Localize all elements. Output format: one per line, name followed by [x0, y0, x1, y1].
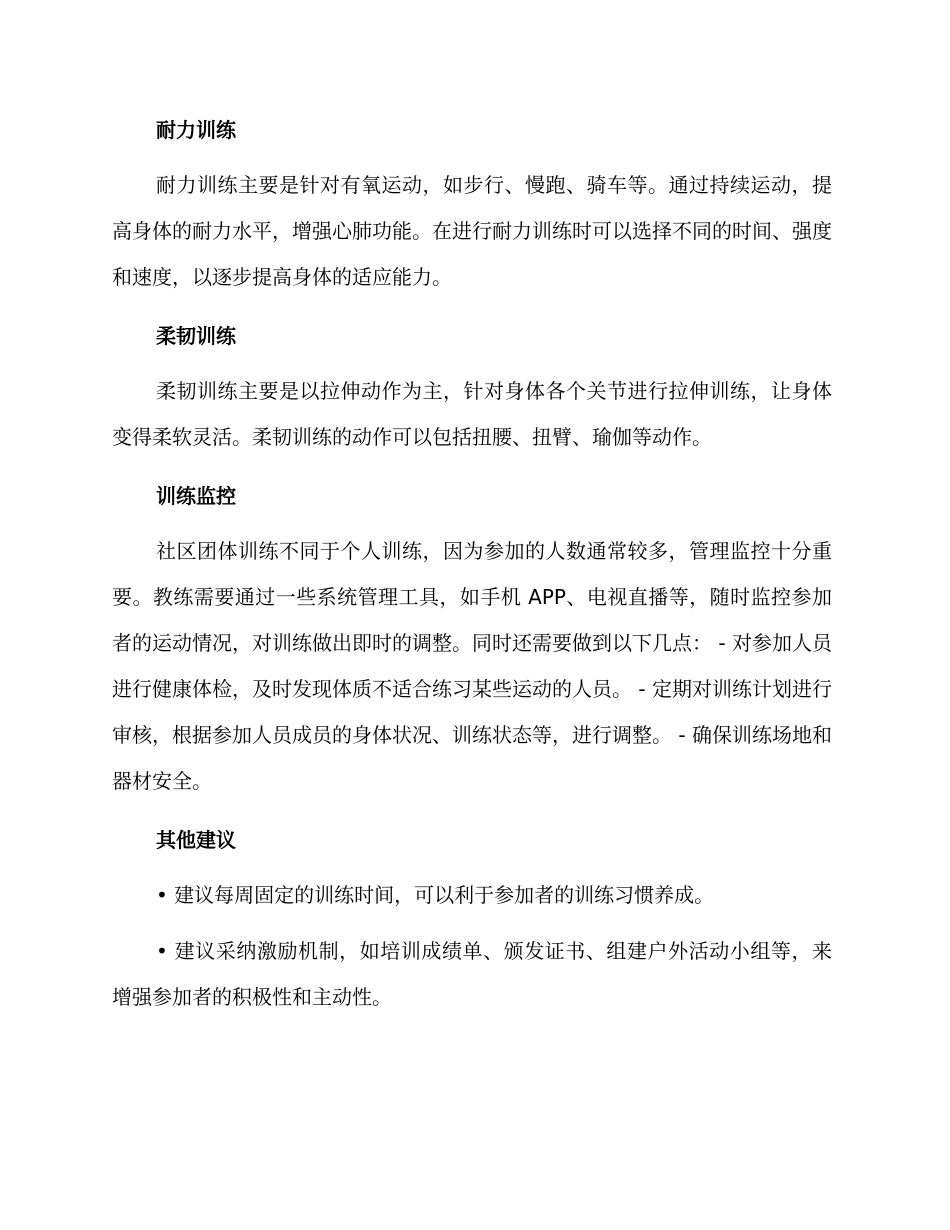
suggestion-item-1: • 建议每周固定的训练时间，可以利于参加者的训练习惯养成。 — [156, 883, 715, 907]
section-heading-endurance: 耐力训练 — [156, 118, 236, 142]
section-paragraph-monitoring: 社区团体训练不同于个人训练，因为参加的人数通常较多，管理监控十分重要。教练需要通过一些系统管理工具，如手机 APP、电视直播等，随时监控参加者的运动情况，对训练做出即时的调整。同时还需要做到以下几点： - 对参加人员进行健康体检，及时发现体质不适合练习某些运动的人员。 - 定期对训练计划进行审核，根据参加人员成员的身体状况、训练状态等，进行调整。 - 确保训练场地和器材安全。 — [112, 539, 832, 793]
section-heading-other-suggestions: 其他建议 — [156, 828, 236, 852]
section-heading-monitoring: 训练监控 — [156, 484, 236, 508]
section-paragraph-flexibility: 柔韧训练主要是以拉伸动作为主，针对身体各个关节进行拉伸训练，让身体变得柔软灵活。柔韧训练的动作可以包括扭腰、扭臂、瑜伽等动作。 — [112, 379, 832, 449]
section-heading-flexibility: 柔韧训练 — [156, 324, 236, 348]
section-paragraph-endurance: 耐力训练主要是针对有氧运动，如步行、慢跑、骑车等。通过持续运动，提高身体的耐力水平，增强心肺功能。在进行耐力训练时可以选择不同的时间、强度和速度，以逐步提高身体的适应能力。 — [112, 173, 832, 289]
suggestion-item-2: • 建议采纳激励机制，如培训成绩单、颁发证书、组建户外活动小组等，来增强参加者的积极性和主动性。 — [112, 939, 832, 1009]
document-page — [112, 110, 832, 1020]
